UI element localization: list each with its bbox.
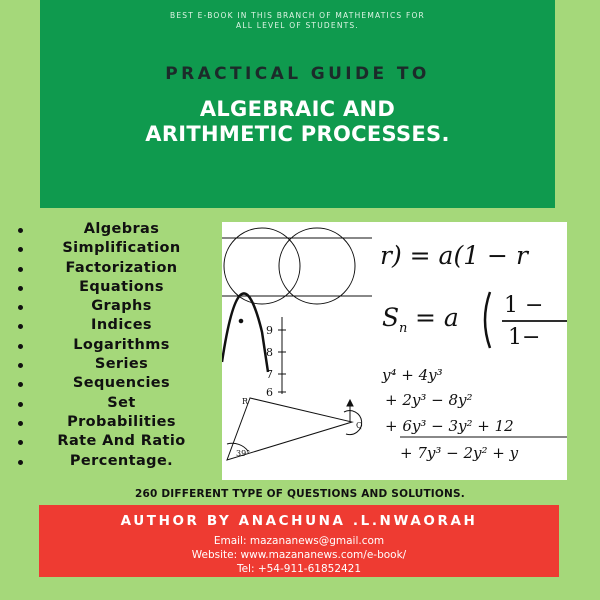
- topic-item: [0, 239, 225, 258]
- formula-paren: [485, 292, 490, 348]
- author-panel: [39, 505, 559, 577]
- arrow-head-icon: [347, 400, 353, 406]
- topic-item: [0, 336, 225, 355]
- parabola-graph: [222, 293, 286, 394]
- formula-sum-subscript: n: [399, 321, 408, 336]
- point-label-r: R: [242, 397, 249, 406]
- point-label-q: Q: [356, 421, 363, 430]
- bullet-icon: [18, 286, 23, 291]
- topic-label: Indices: [91, 317, 152, 334]
- book-title-line: ARITHMETIC PROCESSES.: [145, 122, 450, 146]
- axis-tick-label: 9: [266, 324, 273, 337]
- topic-label: Logarithms: [73, 336, 170, 353]
- topic-item: [0, 413, 225, 432]
- venn-circle-left: [224, 228, 300, 304]
- topic-label: Set: [107, 394, 136, 411]
- axis-tick-label: 6: [266, 386, 273, 399]
- bullet-icon: [18, 421, 23, 426]
- topic-item: [0, 220, 225, 239]
- topic-label: Series: [94, 356, 149, 373]
- topic-label: Rate And Ratio: [57, 433, 186, 450]
- topic-label: Graphs: [91, 298, 152, 315]
- math-collage: [222, 222, 567, 480]
- questions-count-line: 260 DIFFERENT TYPE OF QUESTIONS AND SOLUTIONS.: [135, 488, 465, 500]
- topic-label: Probabilities: [67, 413, 176, 430]
- header-panel: [40, 0, 555, 208]
- topic-label: Simplification: [62, 240, 181, 257]
- topic-label: Sequencies: [72, 375, 171, 392]
- polynomial-line: + 7y³ − 2y² + y: [400, 444, 519, 462]
- bullet-icon: [18, 305, 23, 310]
- polynomial-line: y⁴ + 4y³: [382, 366, 443, 384]
- bullet-icon: [18, 460, 23, 465]
- author-name: AUTHOR BY ANACHUNA .L.NWAORAH: [120, 513, 478, 529]
- topic-label: Factorization: [65, 259, 178, 276]
- topic-item: [0, 452, 225, 471]
- topic-item: [0, 355, 225, 374]
- math-illustration: [222, 222, 567, 480]
- bullet-icon: [18, 324, 23, 329]
- book-title: [40, 97, 555, 147]
- topic-item: [0, 394, 225, 413]
- formula-sum-infinite: r) = a(1 − r: [380, 241, 528, 270]
- tagline-line: ALL LEVEL OF STUDENTS.: [236, 21, 359, 30]
- author-website: Website: www.mazananews.com/e-book/: [191, 549, 407, 561]
- formula-sum-lhs: S: [382, 303, 400, 332]
- polynomial-line: + 2y³ − 8y²: [385, 391, 473, 409]
- bullet-icon: [18, 344, 23, 349]
- bullet-icon: [18, 363, 23, 368]
- parabola-curve: [222, 293, 268, 372]
- bullet-icon: [18, 440, 23, 445]
- axis-tick-label: 7: [266, 368, 273, 381]
- topic-item: [0, 259, 225, 278]
- formula-sum-rhs: = a: [415, 303, 459, 332]
- book-subtitle: PRACTICAL GUIDE TO: [165, 64, 430, 84]
- topic-label: Equations: [79, 278, 164, 295]
- bullet-icon: [18, 228, 23, 233]
- bullet-icon: [18, 382, 23, 387]
- tagline-line: BEST E-BOOK IN THIS BRANCH OF MATHEMATICS FOR: [170, 11, 425, 20]
- polynomial-line: + 6y³ − 3y² + 12: [385, 417, 514, 435]
- topic-label: Percentage.: [69, 452, 174, 469]
- topic-item: [0, 278, 225, 297]
- author-phone: Tel: +54-911-61852421: [236, 563, 362, 575]
- topic-item: [0, 374, 225, 393]
- venn-circle-right: [279, 228, 355, 304]
- topic-label: Algebras: [83, 221, 160, 237]
- axis-tick-label: 8: [266, 346, 273, 359]
- topic-item: [0, 297, 225, 316]
- topic-item: [0, 316, 225, 335]
- book-title-line: ALGEBRAIC AND: [199, 97, 396, 121]
- formula-denominator: 1−: [508, 325, 541, 350]
- angle-label: 39°: [236, 449, 251, 458]
- bullet-icon: [18, 247, 23, 252]
- topic-list: [0, 220, 225, 471]
- graph-point: [239, 319, 243, 323]
- author-email: Email: mazananews@gmail.com: [213, 535, 385, 547]
- tagline: [40, 11, 555, 31]
- topic-item: [0, 432, 225, 451]
- bullet-icon: [18, 402, 23, 407]
- bullet-icon: [18, 267, 23, 272]
- formula-numerator: 1 −: [504, 293, 544, 318]
